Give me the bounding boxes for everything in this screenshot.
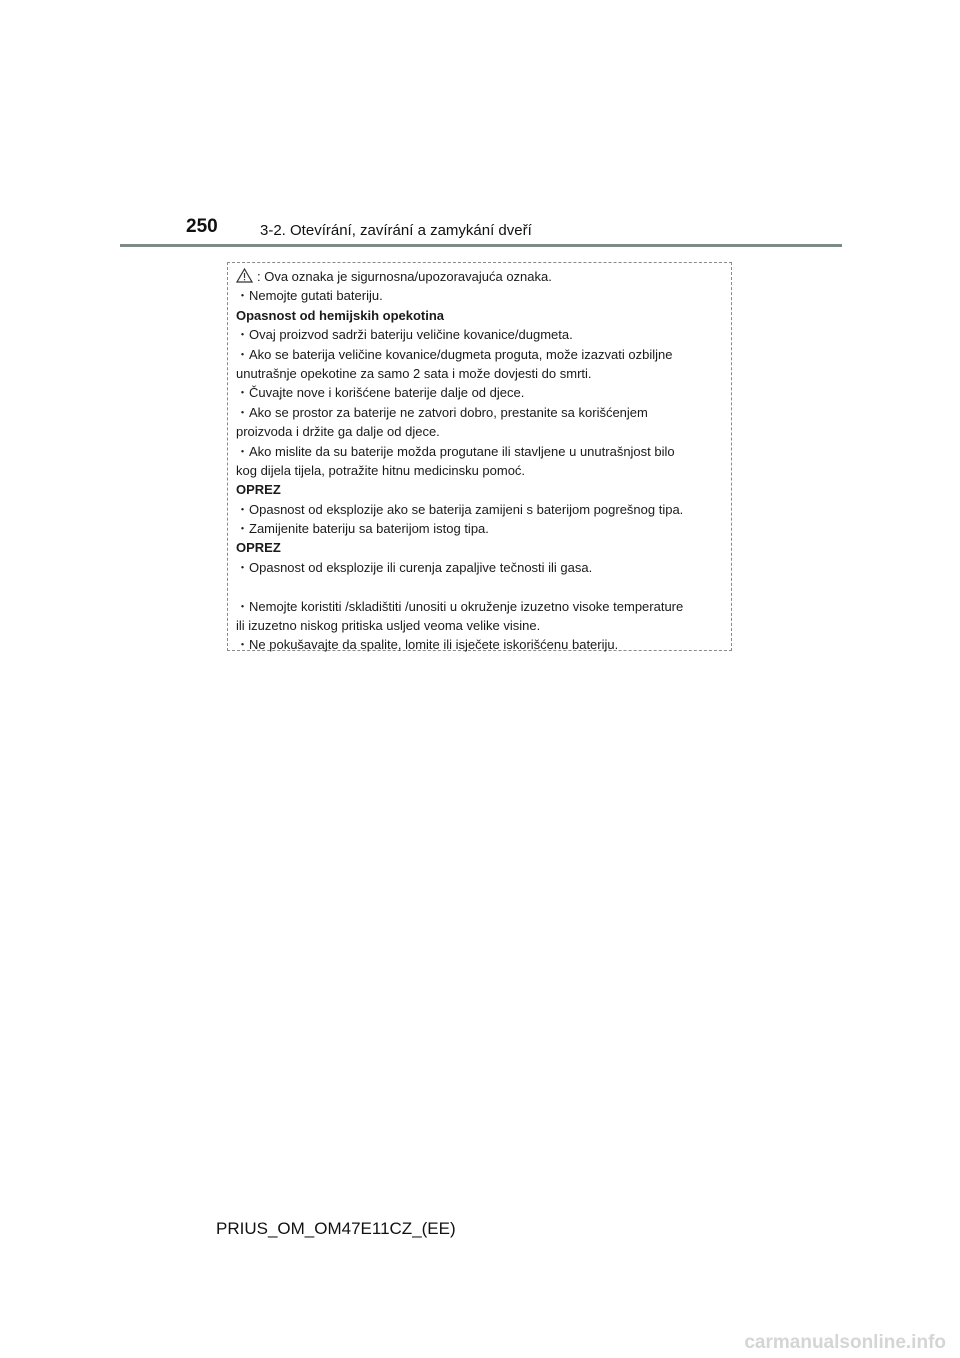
warning-line: ・Nemojte koristiti /skladištiti /unositi u okruženje izuzetno visoke temperature — [236, 598, 684, 614]
warning-line: ・Čuvajte nove i korišćene baterije dalje od djece. — [236, 385, 525, 401]
blank-line — [236, 577, 727, 596]
warning-line: kog dijela tijela, potražite hitnu medicinsku pomoć. — [236, 462, 526, 478]
warning-line: ・Ne pokušavajte da spalite, lomite ili isječete iskorišćenu bateriju. — [236, 637, 619, 653]
warning-line: ・Ovaj proizvod sadrži bateriju veličine kovanice/dugmeta. — [236, 327, 573, 343]
section-title: 3-2. Otevírání, zavírání a zamykání dveří — [260, 222, 532, 239]
warning-line: proizvoda i držite ga dalje od djece. — [236, 424, 440, 440]
warning-box — [227, 262, 732, 651]
warning-line: ・Opasnost od eksplozije ili curenja zapaljive tečnosti ili gasa. — [236, 559, 593, 575]
warning-line: ・Zamijenite bateriju sa baterijom istog tipa. — [236, 521, 489, 537]
caution-heading: OPREZ — [236, 540, 281, 556]
warning-heading: Opasnost od hemijskih opekotina — [236, 307, 445, 323]
warning-line: ・Ako se prostor za baterije ne zatvori dobro, prestanite sa korišćenjem — [236, 404, 648, 420]
warning-line: ・Opasnost od eksplozije ako se baterija zamijeni s baterijom pogrešnog tipa. — [236, 501, 684, 517]
warning-text — [236, 267, 727, 655]
page-number: 250 — [186, 216, 218, 237]
warning-line: ・Ako se baterija veličine kovanice/dugmeta proguta, može izazvati ozbiljne — [236, 346, 673, 362]
warning-triangle-icon — [236, 268, 253, 283]
warning-line-1 — [236, 267, 727, 286]
warning-line: unutrašnje opekotine za samo 2 sata i može dovjesti do smrti. — [236, 365, 592, 381]
warning-line: ili izuzetno niskog pritiska usljed veoma velike visine. — [236, 618, 541, 634]
watermark: carmanualsonline.info — [744, 1332, 946, 1353]
warning-line-text: : Ova oznaka je sigurnosna/upozoravajuća oznaka. — [257, 269, 552, 284]
document-code: PRIUS_OM_OM47E11CZ_(EE) — [216, 1219, 456, 1238]
warning-line: ・Nemojte gutati bateriju. — [236, 288, 383, 304]
caution-heading: OPREZ — [236, 482, 281, 498]
header-rule — [120, 244, 842, 247]
warning-line: ・Ako mislite da su baterije možda progutane ili stavljene u unutrašnjost bilo — [236, 443, 675, 459]
